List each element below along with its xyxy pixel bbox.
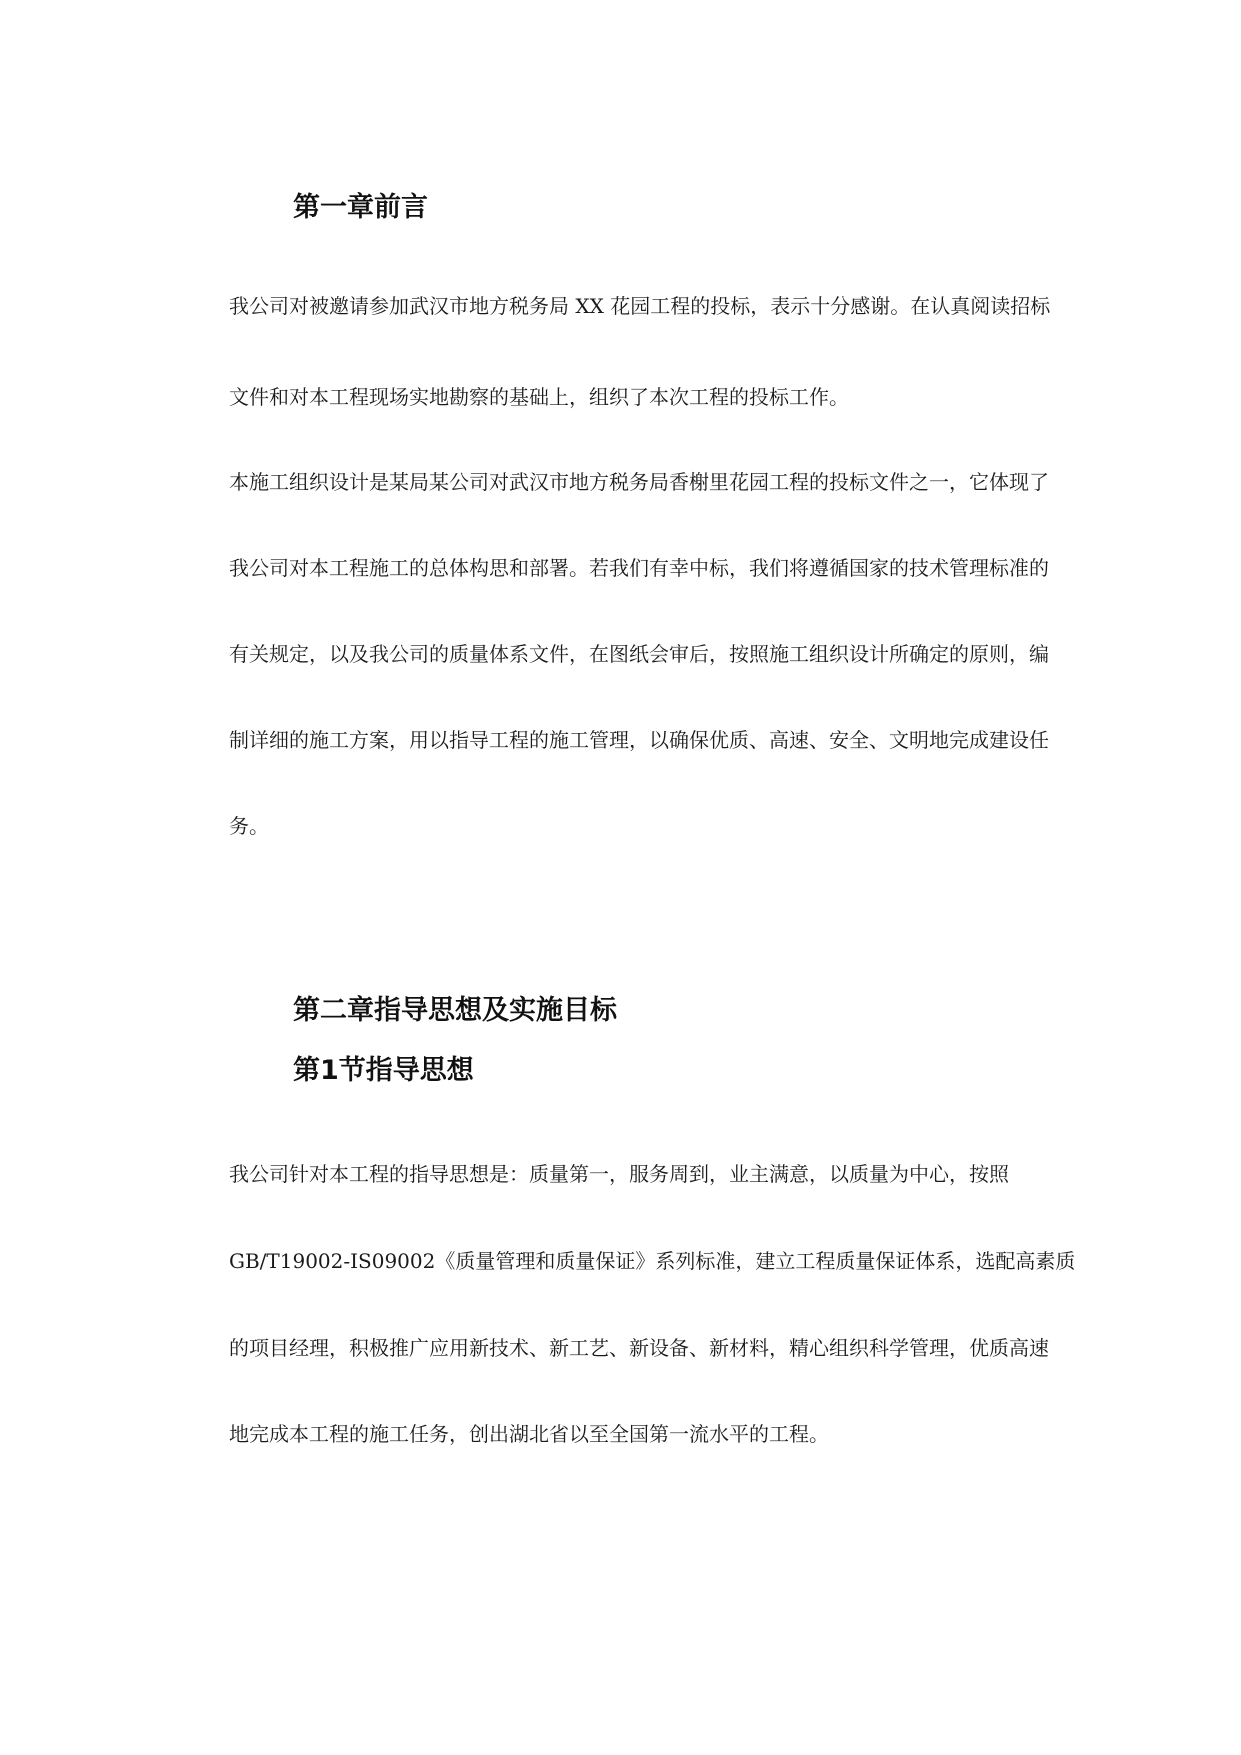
chapter-1-paragraph-2-line-2: 我公司对本工程施工的总体构思和部署。若我们有幸中标，我们将遵循国家的技术管理标准的 (229, 556, 1049, 580)
chapter-1-paragraph-1-line-2: 文件和对本工程现场实地勘察的基础上，组织了本次工程的投标工作。 (229, 385, 849, 409)
chapter-2-title: 第二章指导思想及实施目标 (293, 995, 617, 1026)
chapter-1-paragraph-2-line-4: 制详细的施工方案，用以指导工程的施工管理，以确保优质、高速、安全、文明地完成建设任 (229, 728, 1049, 752)
chapter-1-title: 第一章前言 (293, 192, 428, 223)
chapter-2-paragraph-1-line-3: 的项目经理，积极推广应用新技术、新工艺、新设备、新材料，精心组织科学管理，优质高速 (229, 1336, 1049, 1360)
chapter-1-paragraph-1-line-1: 我公司对被邀请参加武汉市地方税务局 XX 花园工程的投标，表示十分感谢。在认真阅读招标 (229, 294, 1051, 318)
chapter-2-paragraph-1-line-2: GB/T19002-IS09002《质量管理和质量保证》系列标准，建立工程质量保证体系，选配高素质 (229, 1249, 1076, 1273)
chapter-2-paragraph-1-line-4: 地完成本工程的施工任务，创出湖北省以至全国第一流水平的工程。 (229, 1422, 829, 1446)
chapter-2-paragraph-1-line-1: 我公司针对本工程的指导思想是：质量第一，服务周到，业主满意，以质量为中心，按照 (229, 1162, 1009, 1186)
chapter-1-paragraph-2-line-1: 本施工组织设计是某局某公司对武汉市地方税务局香榭里花园工程的投标文件之一，它体现了 (229, 470, 1049, 494)
section-1-title: 第1节指导思想 (293, 1055, 474, 1086)
chapter-1-paragraph-2-line-5: 务。 (229, 814, 269, 838)
chapter-1-paragraph-2-line-3: 有关规定，以及我公司的质量体系文件，在图纸会审后，按照施工组织设计所确定的原则，编 (229, 642, 1049, 666)
